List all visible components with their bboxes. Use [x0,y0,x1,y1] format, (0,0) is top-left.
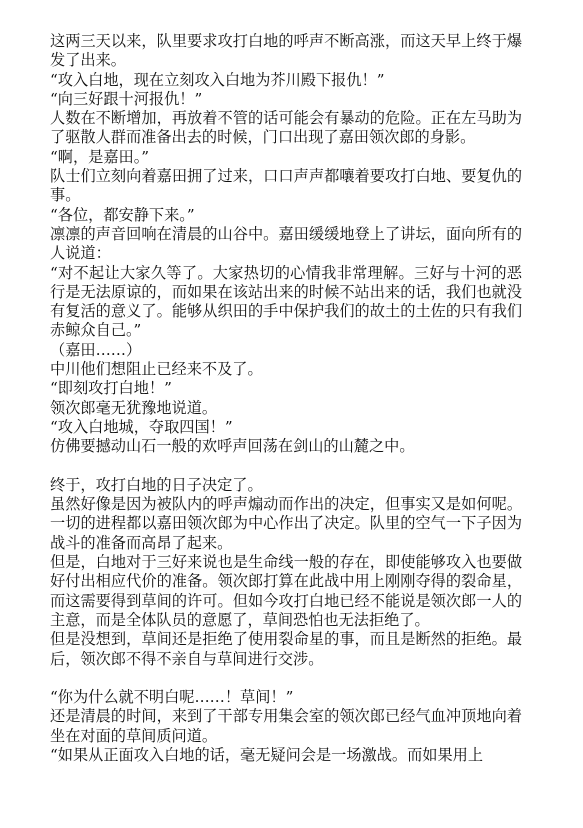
paragraph: “攻入白地，现在立刻攻入白地为芥川殿下报仇！” [50,70,385,89]
paragraph: 凛凛的声音回响在清晨的山谷中。嘉田缓缓地登上了讲坛，面向所有的人说道： [50,224,522,263]
paragraph: “各位，都安静下来。” [50,205,195,224]
paragraph: 仿佛要撼动山石一般的欢呼声回荡在剑山的山麓之中。 [50,437,415,456]
paragraph: 虽然好像是因为被队内的呼声煽动而作出的决定，但事实又是如何呢。一切的进程都以嘉田领次郎为中心作出了决定。队里的空气一下子因为战斗的准备而高昂了起来。 [50,495,522,552]
paragraph: 队士们立刻向着嘉田拥了过来，口口声声都嚷着要攻打白地、要复仇的事。 [50,167,522,205]
paragraph: 领次郎毫无犹豫地说道。 [50,398,218,417]
paragraph: 人数在不断增加，再放着不管的话可能会有暴动的危险。正在左马助为了驱散人群而准备出去的时候，门口出现了嘉田领次郎的身影。 [50,109,522,147]
section-break [50,457,522,476]
paragraph: 终于，攻打白地的日子决定了。 [50,475,263,494]
paragraph: 但是，白地对于三好来说也是生命线一般的存在，即使能够攻入也要做好付出相应代价的准备。领次郎打算在此战中用上刚刚夺得的裂命星，而这需要得到草间的许可。但如今攻打白地已经不能说是领次郎一人的主意，而是全体队员的意愿了，草间恐怕也无法拒绝了。 [50,553,522,629]
paragraph: 但是没想到，草间还是拒绝了使用裂命星的事，而且是断然的拒绝。最后，领次郎不得不亲自与草间进行交涉。 [50,630,522,668]
paragraph: “即刻攻打白地！” [50,379,172,398]
section-break [50,669,522,688]
paragraph: “对不起让大家久等了。大家热切的心情我非常理解。三好与十河的恶行是无法原谅的，而如果在该站出来的时候不站出来的话，我们也就没有复活的意义了。能够从织田的手中保护我们的故土的土佐的只有我们赤鲸众自己。” [50,263,522,340]
paragraph: “你为什么就不明白呢……！草间！” [50,688,294,707]
document-body [50,32,522,765]
paragraph: “如果从正面攻入白地的话，毫无疑问会是一场激战。而如果用上 [50,745,484,764]
paragraph: 中川他们想阻止已经来不及了。 [50,360,263,379]
paragraph: “向三好跟十河报仇！” [50,89,203,108]
paragraph: “啊，是嘉田。” [50,147,150,166]
paragraph: （嘉田……） [50,340,142,359]
paragraph: “攻入白地城，夺取四国！” [50,417,233,436]
paragraph: 还是清晨的时间，来到了干部专用集会室的领次郎已经气血冲顶地向着坐在对面的草间质问道。 [50,707,522,745]
paragraph: 这两三天以来，队里要求攻打白地的呼声不断高涨，而这天早上终于爆发了出来。 [50,32,522,70]
